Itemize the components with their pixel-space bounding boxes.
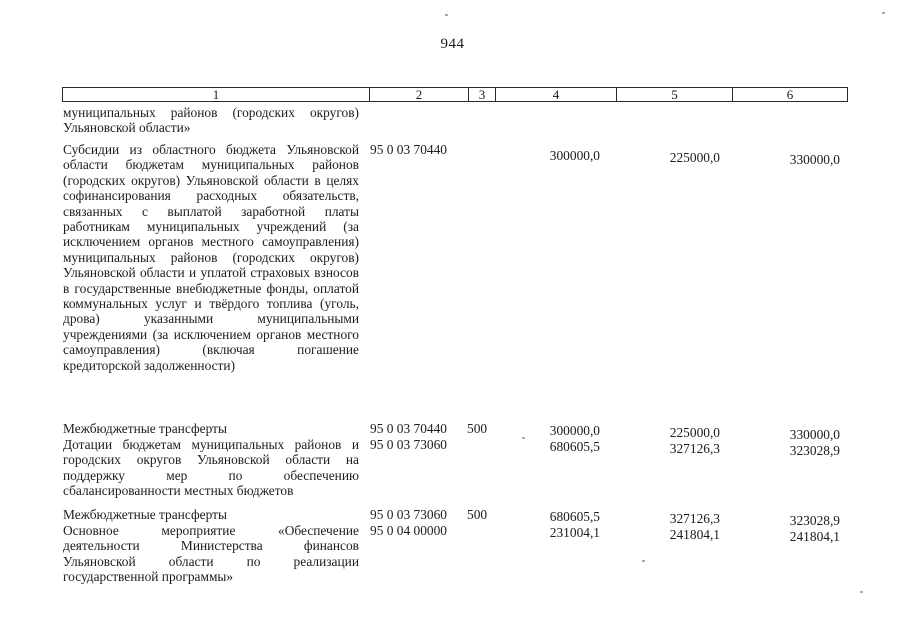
row-description: муниципальных районов (городских округов) Ульяновской области» <box>63 105 359 136</box>
header-col-1: 1 <box>63 88 370 101</box>
row-value-col4: 300000,0 <box>549 148 600 163</box>
row-code: 95 0 04 00000 <box>370 523 447 538</box>
header-col-5: 5 <box>617 88 733 101</box>
row-value-col5: 225000,0 <box>669 150 720 165</box>
row-value-col6: 330000,0 <box>789 427 840 442</box>
scan-speck <box>860 591 863 593</box>
header-col-2: 2 <box>370 88 469 101</box>
header-col-6: 6 <box>786 87 794 102</box>
row-description: Субсидии из областного бюджета Ульяновской области бюджетам муниципальных районов (городских округов) Ульяновской области в целях софинансирования расходных обязательств, связанных с выплатой заработной платы работникам муниципальных учреждений (за исключением органов местного самоуправления) муниципальных районов (городских округов) Ульяновской области и уплатой страховых взносов в государственные внебюджетные фонды, оплатой коммунальных услуг и твёрдого топлива (уголь, дрова) указанными муниципальными учреждениями (за исключением органов местного самоуправления) (включая погашение кредиторской задолженности) <box>63 142 359 373</box>
row-value-col5: 327126,3 <box>669 441 720 456</box>
row-code: 95 0 03 70440 <box>370 421 447 436</box>
row-description: Основное мероприятие «Обеспечение деятельности Министерства финансов Ульяновской области по реализации государственной программы» <box>63 523 359 585</box>
row-value-col6: 323028,9 <box>789 513 840 528</box>
row-code: 95 0 03 73060 <box>370 507 447 522</box>
row-vr: 500 <box>467 421 488 436</box>
scan-speck <box>522 437 525 439</box>
row-value-col6: 323028,9 <box>789 443 840 458</box>
row-value-col6: 241804,1 <box>789 529 840 544</box>
row-code: 95 0 03 70440 <box>370 142 447 157</box>
row-value-col4: 300000,0 <box>549 423 600 438</box>
row-value-col4: 231004,1 <box>549 525 600 540</box>
row-code: 95 0 03 73060 <box>370 437 447 452</box>
row-value-col5: 241804,1 <box>669 527 720 542</box>
scan-speck <box>642 560 645 562</box>
row-description: Межбюджетные трансферты <box>63 507 227 522</box>
header-col-4: 4 <box>496 88 617 101</box>
row-description: Межбюджетные трансферты <box>63 421 227 436</box>
row-value-col5: 225000,0 <box>669 425 720 440</box>
row-value-col4: 680605,5 <box>549 439 600 454</box>
row-vr: 500 <box>467 507 488 522</box>
scan-speck <box>445 14 448 16</box>
row-value-col5: 327126,3 <box>669 511 720 526</box>
table-header-row <box>62 87 848 102</box>
row-value-col4: 680605,5 <box>549 509 600 524</box>
page-number: 944 <box>440 36 465 52</box>
header-col-3: 3 <box>469 88 496 101</box>
row-description: Дотации бюджетам муниципальных районов и городских округов Ульяновской области на поддержку мер по обеспечению сбалансированности местных бюджетов <box>63 437 359 499</box>
row-value-col6: 330000,0 <box>789 152 840 167</box>
scan-speck <box>882 12 885 14</box>
